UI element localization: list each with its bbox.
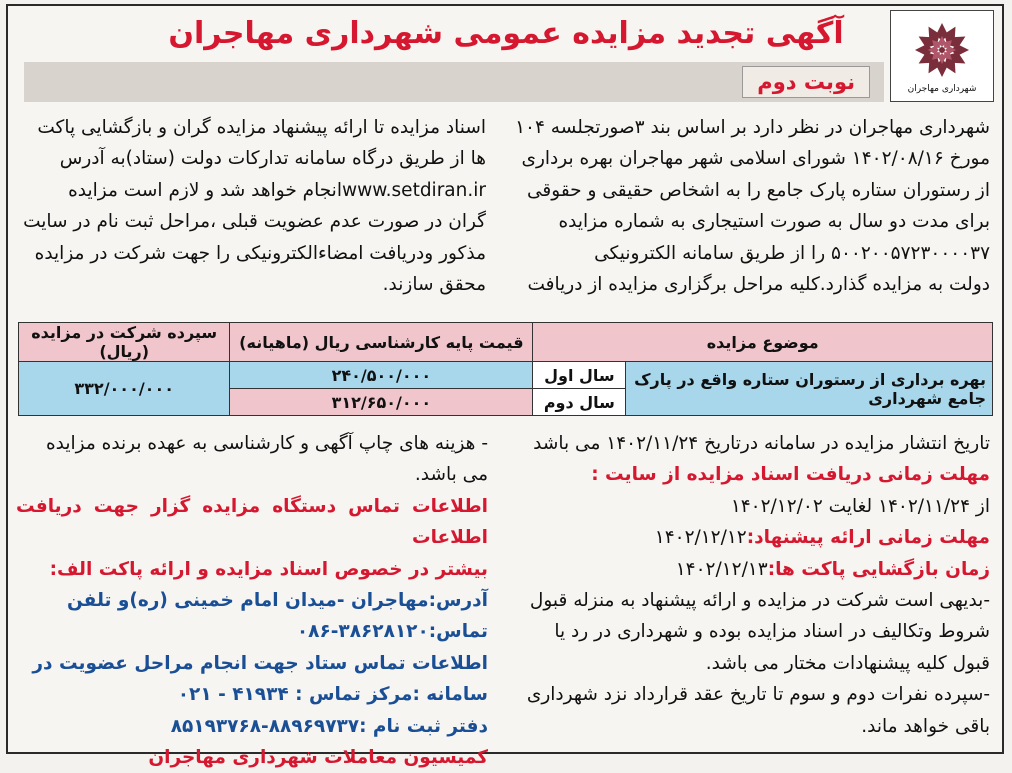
cost-note: - هزینه های چاپ آگهی و کارشناسی به عهده برنده مزایده (45, 433, 488, 454)
phone-line: تماس:۳۸۶۲۸۱۲۰-۰۸۶ (296, 621, 488, 643)
offer-deadline-label: مهلت زمانی ارائه پیشنهاد: (746, 527, 990, 549)
opening-label: زمان بازگشایی پاکت ها: (767, 558, 990, 580)
contact-text (16, 428, 488, 773)
header-deposit: سپرده شرکت در مزایده (ریال) (19, 323, 230, 362)
intro-text-left (16, 112, 486, 300)
info-line: اطلاعات تماس دستگاه مزایده گزار جهت دریافت اطلاعات (16, 495, 488, 549)
commission-signature: کمیسیون معاملات شهرداری مهاجران (148, 747, 488, 769)
header-price: قیمت پایه کارشناسی ریال (ماهیانه) (230, 323, 533, 362)
municipality-logo-icon (910, 18, 974, 82)
registry-line: دفتر ثبت نام :۸۸۹۶۹۷۳۷-۸۵۱۹۳۷۶۸ (170, 715, 488, 737)
table-header-row (19, 323, 993, 362)
intro-line: مذکور ودریافت امضاءالکترونیکی را جهت شرکت در مزایده (34, 242, 486, 264)
intro-line: گران در صورت عدم عضویت قبلی ،مراحل ثبت نام در سایت (23, 211, 486, 233)
year2-price: ۳۱۲/۶۵۰/۰۰۰ (230, 389, 533, 416)
note-line: -سپرده نفرات دوم و سوم تا تاریخ عقد قرارداد نزد شهرداری (526, 684, 990, 706)
logo-caption: شهرداری مهاجران (907, 84, 977, 94)
year1-label: سال اول (533, 362, 626, 389)
ad-title: آگهی تجدید مزایده عمومی شهرداری مهاجران (168, 16, 844, 51)
intro-line: اسناد مزایده تا ارائه پیشنهاد مزایده گران و بازگشایی پاکت (37, 117, 486, 138)
intro-text-right (512, 112, 990, 300)
setad-line: سامانه :مرکز تماس : ۴۱۹۳۴ - ۰۲۱ (177, 684, 488, 706)
intro-line: برای مدت دو سال به صورت استیجاری به شماره مزایده (558, 211, 990, 233)
auction-table (18, 322, 993, 416)
info-line: بیشتر در خصوص اسناد مزایده و ارائه پاکت الف: (49, 558, 488, 580)
round-banner (24, 62, 884, 102)
intro-line: www.setdiran.irانجام خواهد شد و لازم است مزایده (68, 179, 486, 201)
header-subject: موضوع مزایده (533, 323, 993, 362)
address-line: آدرس:مهاجران -میدان امام خمینی (ره)و تلفن (66, 590, 488, 612)
intro-line: ها از طریق درگاه سامانه تدارکات دولت (ستاد)به آدرس (59, 148, 486, 170)
table-row (19, 362, 993, 389)
doc-deadline-label: مهلت زمانی دریافت اسناد مزایده از سایت : (591, 464, 990, 486)
details-text (510, 428, 990, 742)
year2-label: سال دوم (533, 389, 626, 416)
note-line: شروط وتکالیف در اسناد مزایده بوده و شهرداری در رد یا (554, 621, 990, 643)
setad-line: اطلاعات تماس ستاد جهت انجام مراحل عضویت در (32, 652, 488, 674)
offer-deadline-value: ۱۴۰۲/۱۲/۱۲ (654, 527, 747, 549)
year1-price: ۲۴۰/۵۰۰/۰۰۰ (230, 362, 533, 389)
logo (890, 10, 994, 102)
doc-deadline-value: از ۱۴۰۲/۱۱/۲۴ لغایت ۱۴۰۲/۱۲/۰۲ (730, 495, 990, 517)
intro-line: مورخ ۱۴۰۲/۰۸/۱۶ شورای اسلامی شهر مهاجران بهره برداری (521, 148, 990, 170)
note-line: قبول کلیه پیشنهادات مختار می باشد. (705, 652, 990, 674)
note-line: -بدیهی است شرکت در مزایده و ارائه پیشنهاد به منزله قبول (529, 590, 990, 612)
intro-line: شهرداری مهاجران در نظر دارد بر اساس بند ۳صورتجلسه ۱۰۴ (515, 117, 990, 138)
deposit-cell: ۳۳۲/۰۰۰/۰۰۰ (19, 362, 230, 416)
cost-note: می باشد. (414, 464, 488, 486)
note-line: باقی خواهد ماند. (861, 715, 990, 737)
opening-value: ۱۴۰۲/۱۲/۱۳ (675, 558, 768, 580)
round-label: نوبت دوم (742, 66, 870, 98)
publish-line: تاریخ انتشار مزایده در سامانه درتاریخ ۱۴۰۲/۱۱/۲۴ می باشد (533, 433, 990, 454)
subject-cell: بهره برداری از رستوران ستاره واقع در پارک جامع شهرداری (626, 362, 993, 416)
intro-line: دولت به مزایده گذارد.کلیه مراحل برگزاری مزایده از دریافت (527, 274, 990, 296)
intro-line: ۵۰۰۲۰۰۵۷۲۳۰۰۰۰۳۷ را از طریق سامانه الکترونیکی (594, 242, 990, 264)
intro-line: از رستوران ستاره پارک جامع را به اشخاص حقیقی و حقوقی (527, 179, 990, 201)
intro-line: محقق سازند. (382, 274, 486, 296)
